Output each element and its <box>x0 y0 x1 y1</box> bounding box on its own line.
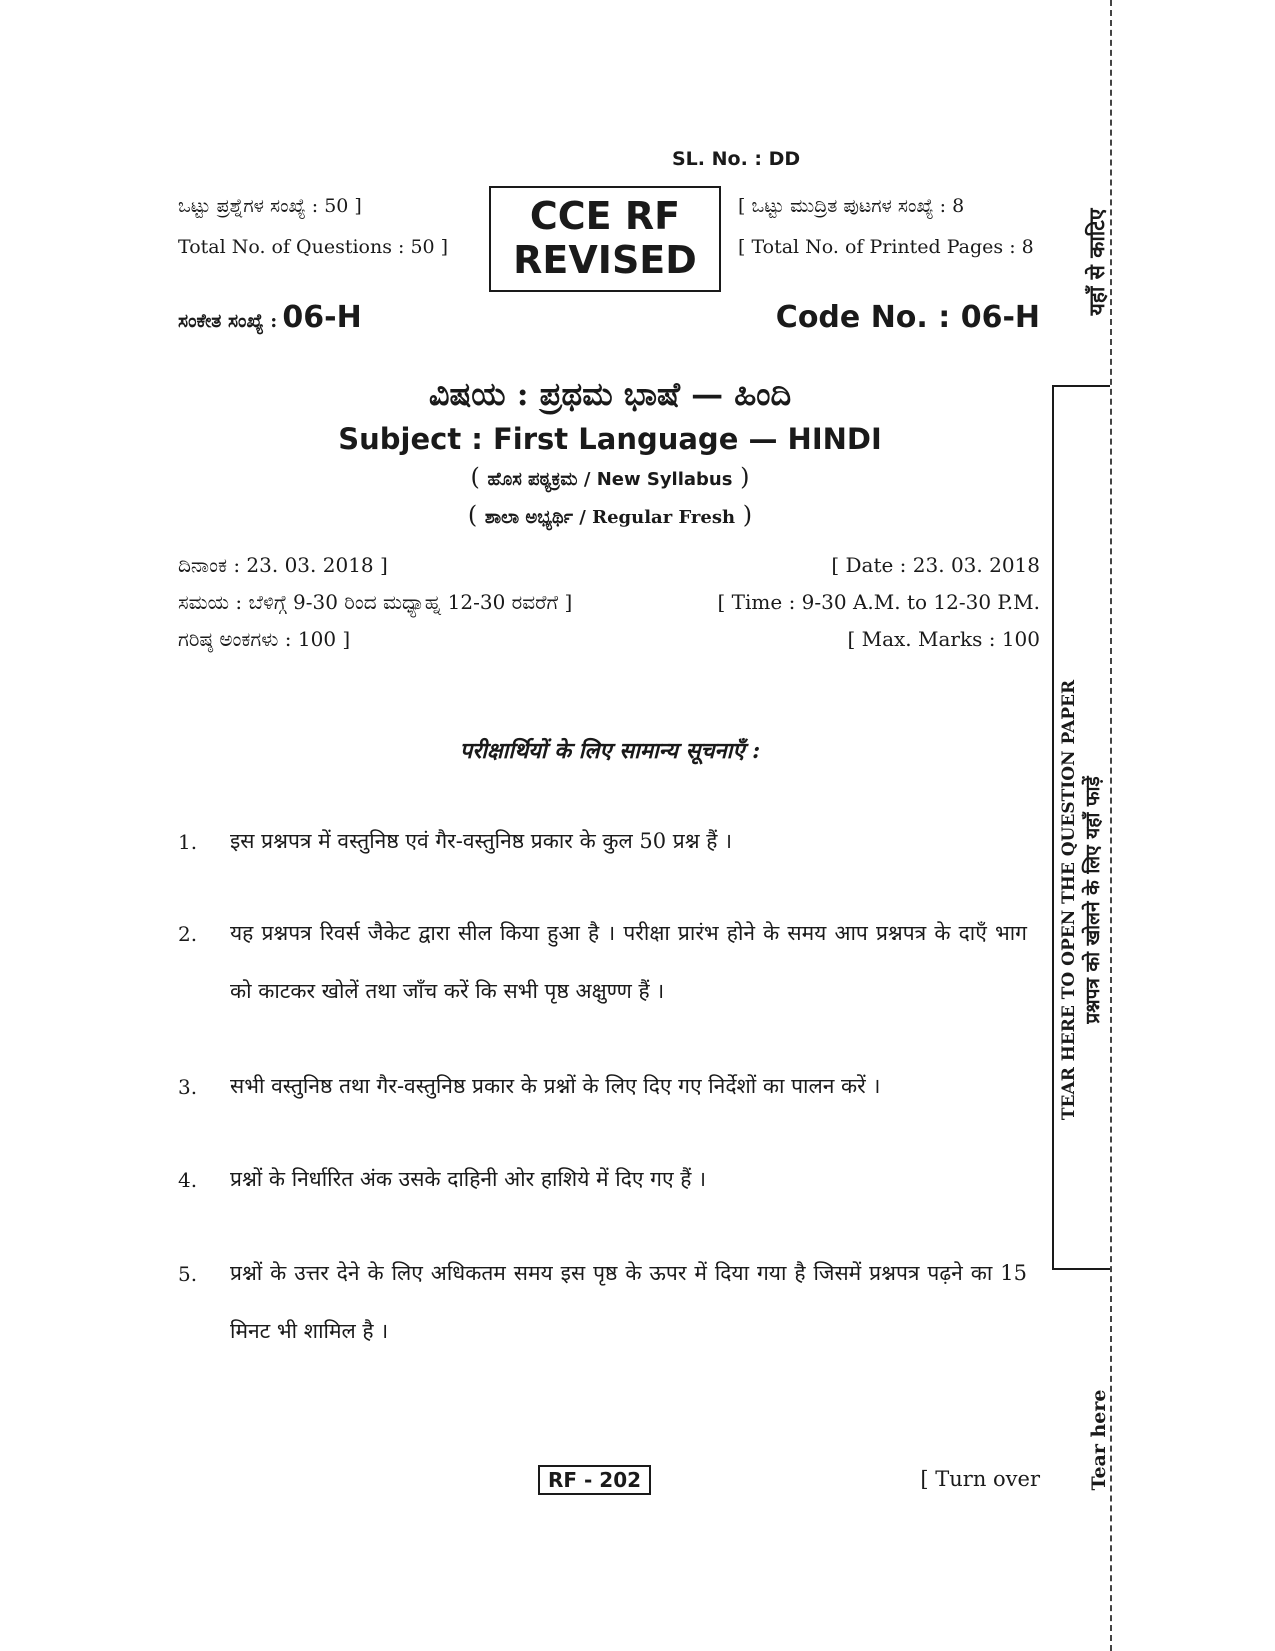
printed-pages-english: [ Total No. of Printed Pages : 8 <box>738 236 1034 258</box>
paper-code-box: RF - 202 <box>538 1465 651 1495</box>
date-kannada: ದಿನಾಂಕ : 23. 03. 2018 ] <box>178 553 388 577</box>
cce-rf-revised-box <box>489 186 721 292</box>
subject-kannada: ವಿಷಯ : ಪ್ರಥಮ ಭಾಷೆ — ಹಿಂದಿ <box>428 375 792 413</box>
code-number-kannada <box>178 300 362 335</box>
syllabus-english: New Syllabus <box>596 469 733 490</box>
time-kannada: ಸಮಯ : ಬೆಳಿಗ್ಗೆ 9-30 ರಿಂದ ಮಧ್ಯಾಹ್ನ 12-30 ರವರೆಗೆ ] <box>178 590 573 614</box>
candidate-kannada: ಶಾಲಾ ಅಭ್ಯರ್ಥಿ <box>484 507 573 528</box>
time-english: [ Time : 9-30 A.M. to 12-30 P.M. <box>717 590 1040 614</box>
code-kannada-label: ಸಂಕೇತ ಸಂಖ್ಯೆ : <box>178 310 278 332</box>
instruction-text: प्रश्नों के उत्तर देने के लिए अधिकतम समय इस पृष्ठ के ऊपर में दिया गया है जिसमें प्रश्नपत्र पढ़ने का 15 मिनट भी शामिल है । <box>230 1261 1027 1343</box>
date-english: [ Date : 23. 03. 2018 <box>831 553 1040 577</box>
cut-here-hindi: यहाँ से काटिए <box>1084 208 1109 316</box>
total-questions-english: Total No. of Questions : 50 ] <box>178 236 449 258</box>
code-kannada-value: 06-H <box>282 300 362 335</box>
marks-english: [ Max. Marks : 100 <box>847 627 1040 651</box>
candidate-english: Regular Fresh <box>592 507 736 528</box>
instruction-number: 4. <box>178 1168 198 1192</box>
instruction-number: 5. <box>178 1262 198 1286</box>
syllabus-line: ( ಹೊಸ ಪಠ್ಯಕ್ರಮ / New Syllabus ) <box>470 463 750 491</box>
instructions-title: परीक्षार्थियों के लिए सामान्य सूचनाएँ : <box>459 738 761 764</box>
instruction-number: 3. <box>178 1075 198 1099</box>
marks-kannada: ಗರಿಷ್ಠ ಅಂಕಗಳು : 100 ] <box>178 627 351 651</box>
printed-pages-kannada: [ ಒಟ್ಟು ಮುದ್ರಿತ ಪುಟಗಳ ಸಂಖ್ಯೆ : 8 <box>738 195 965 217</box>
tear-here-label: Tear here <box>1088 1389 1110 1491</box>
instruction-text: यह प्रश्नपत्र रिवर्स जैकेट द्वारा सील किया हुआ है । परीक्षा प्रारंभ होने के समय आप प्रश्नपत्र के दाएँ भाग को काटकर खोलें तथा जाँच करें कि सभी पृष्ठ अक्षुण्ण हैं । <box>230 921 1027 1003</box>
code-number-english: Code No. : 06-H <box>775 300 1040 335</box>
tear-here-hindi: प्रश्नपत्र को खोलने के लिए यहाँ फाड़ें <box>1082 776 1104 1024</box>
instruction-number: 2. <box>178 922 198 946</box>
revised-label: REVISED <box>513 238 697 282</box>
total-questions-kannada: ಒಟ್ಟು ಪ್ರಶ್ನೆಗಳ ಸಂಖ್ಯೆ : 50 ] <box>178 195 362 217</box>
tear-here-english: TEAR HERE TO OPEN THE QUESTION PAPER <box>1059 679 1079 1121</box>
instruction-number: 1. <box>178 830 198 854</box>
serial-number: SL. No. : DD <box>672 148 801 170</box>
subject-english: Subject : First Language — HINDI <box>338 422 882 456</box>
instruction-text: सभी वस्तुनिष्ठ तथा गैर-वस्तुनिष्ठ प्रकार के प्रश्नों के लिए दिए गए निर्देशों का पालन करें । <box>230 1074 881 1098</box>
syllabus-kannada: ಹೊಸ ಪಠ್ಯಕ್ರಮ <box>487 469 578 490</box>
cce-rf-label: CCE RF <box>529 194 681 238</box>
turn-over-note: [ Turn over <box>920 1467 1040 1491</box>
candidate-type-line: ( ಶಾಲಾ ಅಭ್ಯರ್ಥಿ / Regular Fresh ) <box>467 501 753 529</box>
instruction-text: इस प्रश्नपत्र में वस्तुनिष्ठ एवं गैर-वस्तुनिष्ठ प्रकार के कुल 50 प्रश्न हैं । <box>230 829 733 853</box>
instruction-text: प्रश्नों के निर्धारित अंक उसके दाहिनी ओर हाशिये में दिए गए हैं । <box>230 1167 707 1191</box>
